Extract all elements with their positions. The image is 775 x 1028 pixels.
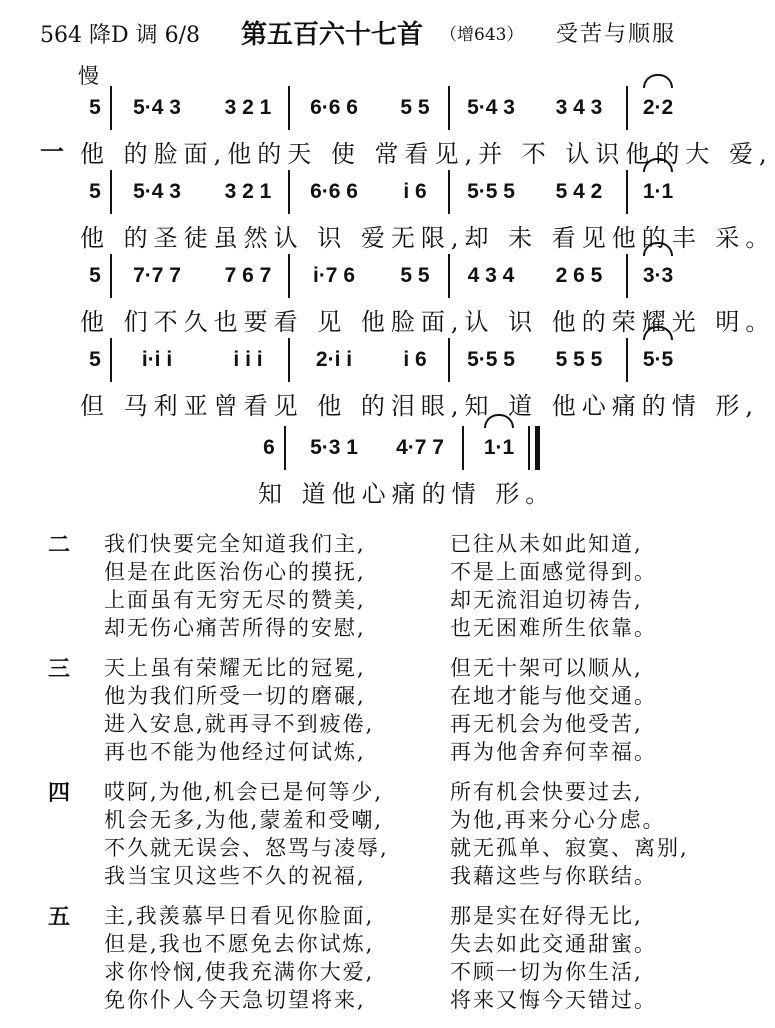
verse-number: 三 [48, 656, 71, 682]
lyric-line: 他 的圣徒虽然认 识 爱无限,却 未 看见他的丰 采。 [80, 224, 775, 252]
verse-line-left: 上面虽有无穷无尽的赞美, [104, 588, 366, 612]
bar-line [626, 338, 628, 382]
verse-line-left: 但是在此医治伤心的摸抚, [104, 560, 366, 584]
verse-line-left: 我们快要完全知道我们主, [104, 532, 366, 556]
verse-line-left: 免你仆人今天急切望将来, [104, 988, 366, 1012]
bar-line [448, 338, 450, 382]
lyric-row [0, 300, 775, 340]
hymn-title: 第五百六十七首 [241, 20, 424, 50]
note-group: 2 6 5 [555, 264, 603, 287]
note-group: 3 2 1 [224, 96, 272, 119]
hymn-note: （增643） [440, 25, 524, 45]
verse-line-left: 再也不能为他经过何试炼, [104, 740, 366, 764]
note-group: i 6 [403, 180, 427, 203]
staff-row [0, 336, 700, 384]
verse-line-left: 但是,我也不愿免去你试炼, [104, 932, 375, 956]
verse-line-left: 我当宝贝这些不久的祝福, [104, 864, 366, 888]
bar-line [110, 338, 112, 382]
note-group: 6·6 6 [310, 96, 358, 119]
bar-line [288, 86, 290, 130]
note-group: 3 4 3 [555, 96, 603, 119]
bar-line [626, 254, 628, 298]
note-group: 7·7 7 [133, 264, 181, 287]
note-group: 2·i i [315, 348, 353, 371]
note-group: 1·1 [483, 436, 515, 459]
staff-row [0, 252, 700, 300]
bar-line [448, 170, 450, 214]
lyric-row [0, 216, 775, 256]
final-bar-line-thick [535, 426, 540, 470]
note-group: 2·2 [642, 96, 674, 119]
note-group: i 6 [403, 348, 427, 371]
verse-line-right: 将来又悔今天错过。 [450, 988, 657, 1012]
fermata [643, 74, 673, 88]
bar-line [448, 254, 450, 298]
verse-line-right: 所有机会快要过去, [450, 780, 643, 804]
verse-line-right: 再为他舍弃何幸福。 [450, 740, 657, 764]
note-group: 6 [263, 436, 275, 459]
lyric-line: 知 道他心痛的情 形。 [258, 480, 556, 508]
verse-line-right: 失去如此交通甜蜜。 [450, 932, 657, 956]
verse-line-right: 就无孤单、寂寞、离别, [450, 836, 689, 860]
lyric-row [0, 384, 760, 424]
staff-row [0, 84, 700, 132]
verse-line-right: 但无十架可以顺从, [450, 656, 643, 680]
note-group: 5 [89, 96, 101, 119]
note-group: 5·3 1 [310, 436, 358, 459]
verse-line-right: 再无机会为他受苦, [450, 712, 643, 736]
bar-line [288, 170, 290, 214]
note-group: 5·4 3 [467, 96, 515, 119]
verse-line-right: 我藉这些与你联结。 [450, 864, 657, 888]
note-group: 7 6 7 [224, 264, 272, 287]
note-group: 4·7 7 [396, 436, 444, 459]
note-group: 6·6 6 [310, 180, 358, 203]
note-group: 5 4 2 [555, 180, 603, 203]
bar-line [284, 426, 286, 470]
lyric-row [0, 132, 773, 172]
bar-line [626, 170, 628, 214]
note-group: 5 [89, 180, 101, 203]
verse-line-right: 那是实在好得无比, [450, 904, 643, 928]
bar-line [626, 86, 628, 130]
verse-number: 五 [48, 904, 71, 930]
hymn-number-key: 564 降D 调 6/8 [40, 23, 201, 48]
bar-line [448, 86, 450, 130]
verse-line-left: 主,我羡慕早日看见你脸面, [104, 904, 375, 928]
verse-line-left: 哎阿,为他,机会已是何等少, [104, 780, 384, 804]
verse-line-left: 不久就无误会、怒骂与凌辱, [104, 836, 389, 860]
verse-number: 二 [48, 532, 71, 558]
verse-line-right: 已往从未如此知道, [450, 532, 643, 556]
note-group: 5 5 [400, 96, 430, 119]
tempo-marking: 慢 [78, 64, 99, 88]
verse-line-right: 不是上面感觉得到。 [450, 560, 657, 584]
note-group: 1·1 [642, 180, 674, 203]
note-group: i i i [233, 348, 263, 371]
bar-line [288, 338, 290, 382]
verse-line-left: 机会无多,为他,蒙羞和受嘲, [104, 808, 384, 832]
note-group: i·i i [141, 348, 173, 371]
note-group: 5·5 5 [467, 348, 515, 371]
staff-row [0, 168, 700, 216]
note-group: 3·3 [642, 264, 674, 287]
verse-line-right: 也无困难所生依靠。 [450, 616, 657, 640]
final-bar-line [528, 426, 530, 470]
bar-line [288, 254, 290, 298]
hymn-theme: 受苦与顺服 [556, 22, 677, 47]
note-group: 5·5 5 [467, 180, 515, 203]
verse-number: 四 [48, 780, 71, 806]
note-group: 5 [89, 348, 101, 371]
lyric-line: 他 们不久也要看 见 他脸面,认 识 他的荣耀光 明。 [80, 308, 775, 336]
bar-line [110, 254, 112, 298]
lyric-line: 但 马利亚曾看见 他 的泪眼,知 道 他心痛的情 形, [80, 392, 760, 420]
note-group: 5 5 [400, 264, 430, 287]
bar-line [110, 86, 112, 130]
verse-line-right: 为他,再来分心分虑。 [450, 808, 666, 832]
verse-line-right: 在地才能与他交通。 [450, 684, 657, 708]
note-group: 5 5 5 [555, 348, 603, 371]
verse-line-left: 进入安息,就再寻不到疲倦, [104, 712, 375, 736]
note-group: 4 3 4 [467, 264, 515, 287]
verse-line-right: 却无流泪迫切祷告, [450, 588, 643, 612]
coda-lyric-row [0, 472, 700, 512]
note-group: i·7 6 [312, 264, 356, 287]
note-group: 5·5 [642, 348, 674, 371]
coda-staff-row [0, 424, 700, 472]
verse-line-left: 他为我们所受一切的磨碾, [104, 684, 366, 708]
verse-line-left: 却无伤心痛苦所得的安慰, [104, 616, 366, 640]
note-group: 5·4 3 [133, 96, 181, 119]
lyric-line: 他 的脸面,他的天 使 常看见,并 不 认识他的大 爱, [80, 140, 773, 168]
verse-line-right: 不顾一切为你生活, [450, 960, 643, 984]
verse-line-left: 求你怜悯,使我充满你大爱, [104, 960, 375, 984]
bar-line [110, 170, 112, 214]
page-header [0, 0, 700, 60]
note-group: 5 [89, 264, 101, 287]
note-group: 3 2 1 [224, 180, 272, 203]
bar-line [462, 426, 464, 470]
verse-line-left: 天上虽有荣耀无比的冠冕, [104, 656, 366, 680]
note-group: 5·4 3 [133, 180, 181, 203]
lyric-verse-number: 一 [40, 137, 64, 166]
